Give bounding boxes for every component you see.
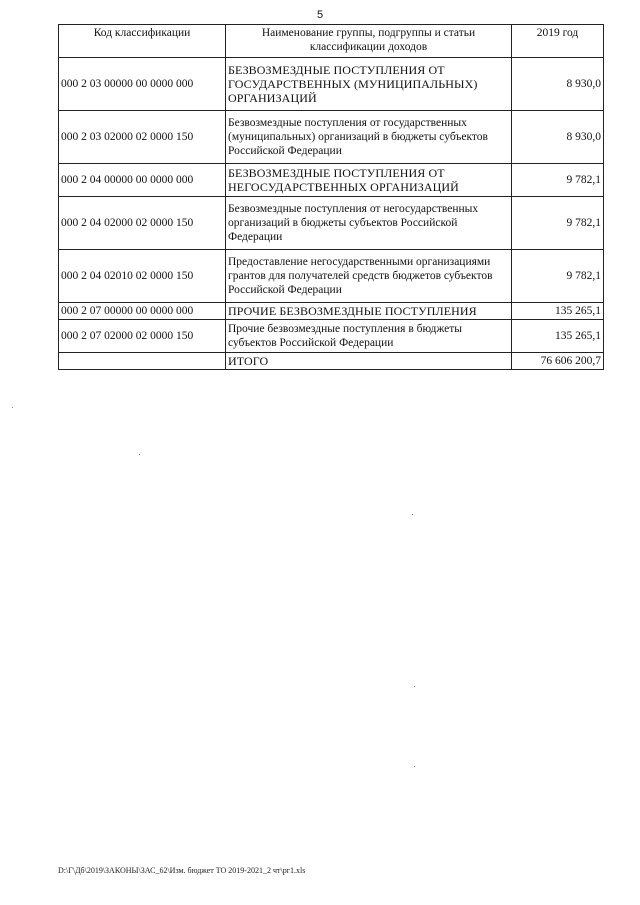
row-code: 000 2 07 00000 00 0000 000	[59, 303, 226, 320]
file-path-footer: D:\Г\Дб\2019\ЗАКОНЫ\ЗАС_62\Изм. бюджет ТО 2019-2021_2 чт\рг1.xls	[58, 866, 306, 875]
row-name: ПРОЧИЕ БЕЗВОЗМЕЗДНЫЕ ПОСТУПЛЕНИЯ	[226, 303, 512, 320]
row-code: 000 2 07 02000 02 0000 150	[59, 320, 226, 353]
row-code: 000 2 04 02000 02 0000 150	[59, 197, 226, 250]
row-code: 000 2 03 02000 02 0000 150	[59, 111, 226, 164]
row-code: 000 2 03 00000 00 0000 000	[59, 58, 226, 111]
row-value: 8 930,0	[512, 111, 604, 164]
scan-speck	[139, 454, 140, 455]
table-row	[59, 303, 604, 320]
row-name: ИТОГО	[226, 353, 512, 370]
row-name: Прочие безвозмездные поступления в бюджеты субъектов Российской Федерации	[226, 320, 512, 353]
table-row	[59, 164, 604, 197]
table-row	[59, 250, 604, 303]
table-header-row	[59, 25, 604, 58]
row-code	[59, 353, 226, 370]
header-year: 2019 год	[512, 25, 604, 58]
revenue-classification-table	[58, 24, 604, 370]
table-row	[59, 320, 604, 353]
row-name: Безвозмездные поступления от негосударственных организаций в бюджеты субъектов Российской Федерации	[226, 197, 512, 250]
row-code: 000 2 04 02010 02 0000 150	[59, 250, 226, 303]
page-number: 5	[316, 9, 324, 21]
table-row	[59, 111, 604, 164]
scan-speck	[414, 686, 415, 687]
table-row	[59, 197, 604, 250]
row-value: 9 782,1	[512, 197, 604, 250]
table-total-row	[59, 353, 604, 370]
scan-speck	[412, 514, 413, 515]
row-value: 9 782,1	[512, 250, 604, 303]
row-name: Предоставление негосударственными организациями грантов для получателей средств бюджетов субъектов Российской Федерации	[226, 250, 512, 303]
row-name: БЕЗВОЗМЕЗДНЫЕ ПОСТУПЛЕНИЯ ОТ ГОСУДАРСТВЕННЫХ (МУНИЦИПАЛЬНЫХ) ОРГАНИЗАЦИЙ	[226, 58, 512, 111]
row-value: 135 265,1	[512, 320, 604, 353]
row-value: 135 265,1	[512, 303, 604, 320]
row-value: 8 930,0	[512, 58, 604, 111]
row-value: 9 782,1	[512, 164, 604, 197]
row-name: БЕЗВОЗМЕЗДНЫЕ ПОСТУПЛЕНИЯ ОТ НЕГОСУДАРСТВЕННЫХ ОРГАНИЗАЦИЙ	[226, 164, 512, 197]
header-code: Код классификации	[59, 25, 226, 58]
table-row	[59, 58, 604, 111]
scan-speck	[414, 766, 415, 767]
row-code: 000 2 04 00000 00 0000 000	[59, 164, 226, 197]
scan-speck	[12, 407, 13, 408]
row-name: Безвозмездные поступления от государственных (муниципальных) организаций в бюджеты субъектов Российской Федерации	[226, 111, 512, 164]
header-name: Наименование группы, подгруппы и статьи классификации доходов	[226, 25, 512, 58]
row-value: 76 606 200,7	[512, 353, 604, 370]
